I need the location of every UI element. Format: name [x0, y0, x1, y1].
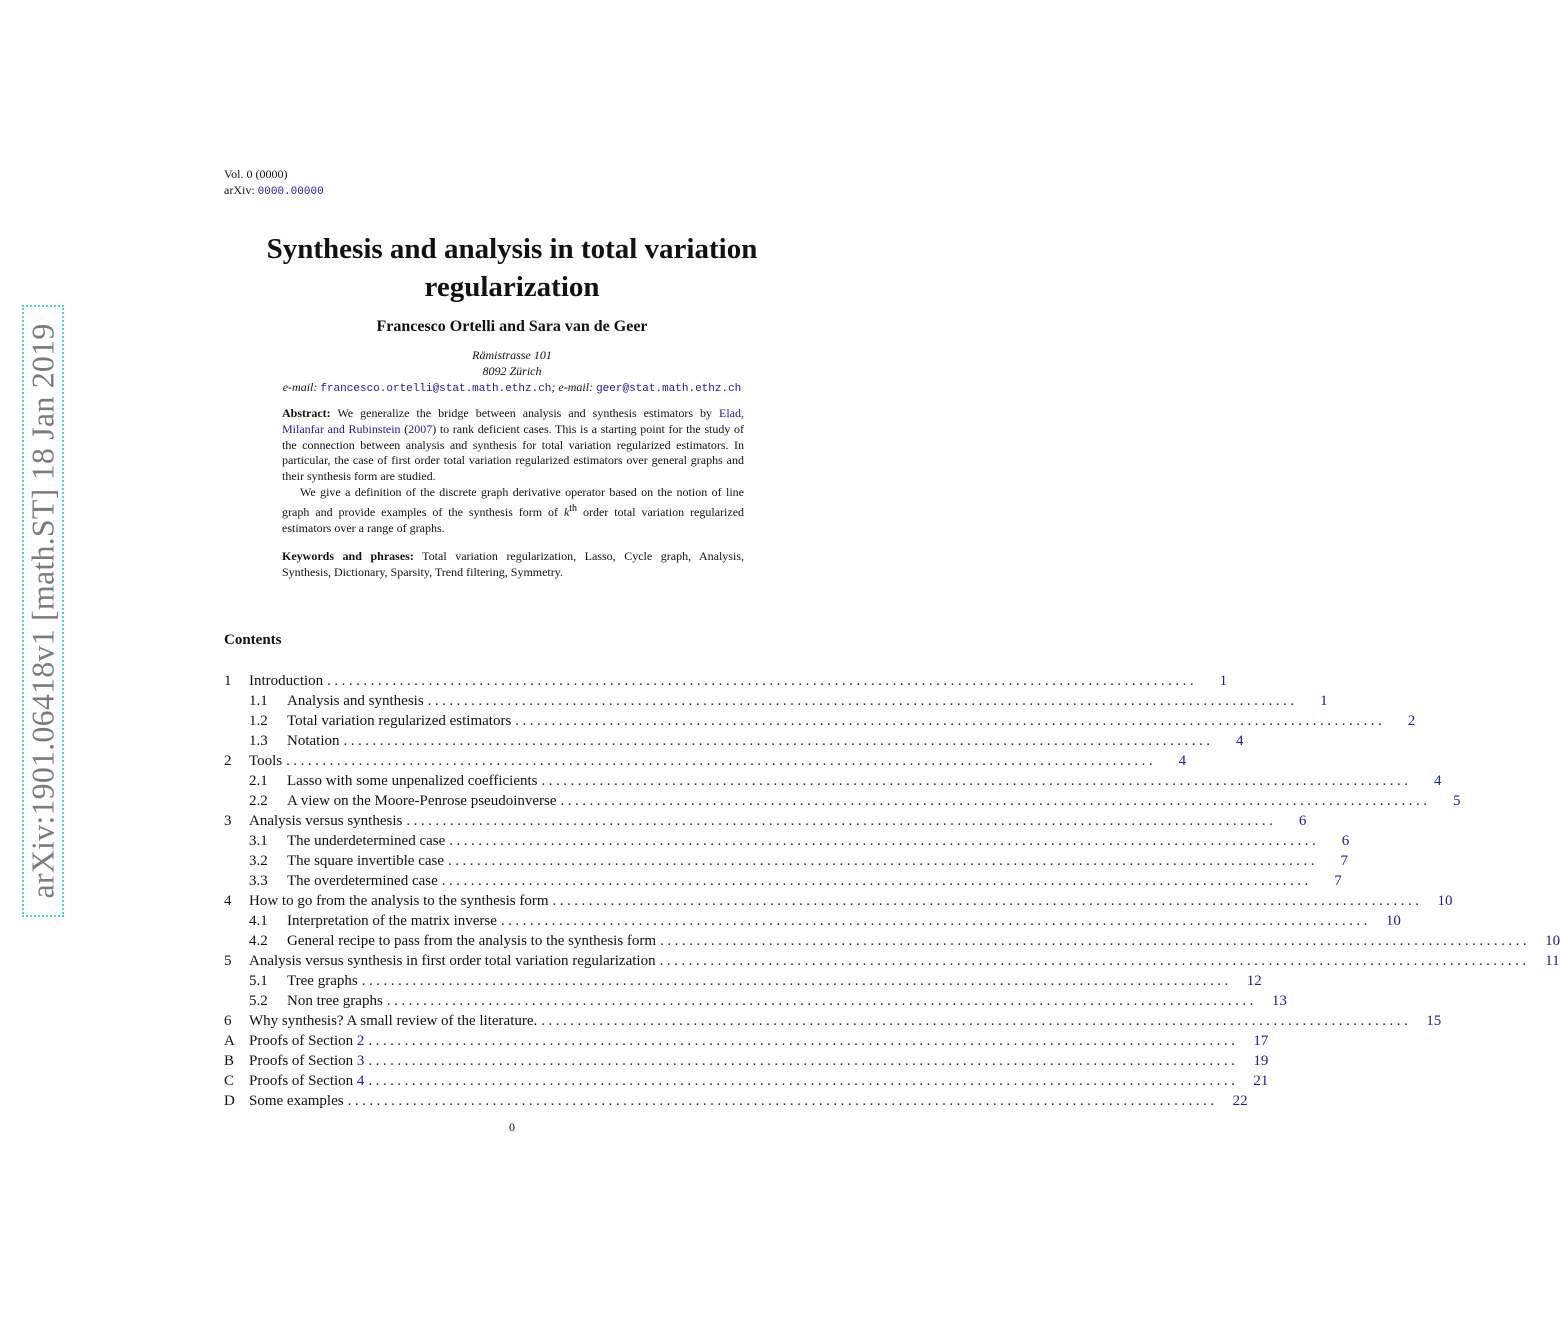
toc-page-link[interactable]: 1	[1219, 673, 1228, 689]
toc-leader-dots: ........................................................................................................................	[368, 1073, 1239, 1089]
arxiv-side-stamp	[22, 305, 64, 917]
authors: Francesco Ortelli and Sara van de Geer	[376, 318, 648, 335]
toc-entry-number: 5	[224, 953, 232, 969]
toc-leader-dots: ........................................................................................................................	[327, 673, 1198, 689]
title-line-1: Synthesis and analysis in total variation	[266, 233, 758, 265]
toc-entry[interactable]	[224, 1071, 1269, 1091]
toc-entry-title-text: Tools	[249, 753, 283, 769]
toc-entry-title-text: Total variation regularized estimators	[287, 713, 512, 729]
title-line-2: regularization	[424, 271, 600, 303]
toc-entry-number: 3.1	[249, 833, 268, 849]
abstract	[282, 406, 744, 581]
toc-page-link[interactable]: 1	[1320, 693, 1328, 709]
toc-leader-dots: ........................................................................................................................	[560, 793, 1431, 809]
toc-entry[interactable]	[224, 871, 1342, 891]
toc-entry-title-text: Proofs of Section	[249, 1033, 354, 1049]
toc-entry-title[interactable]	[287, 971, 358, 991]
toc-entry-title[interactable]	[249, 1031, 364, 1051]
toc-entry[interactable]	[224, 711, 1416, 731]
toc-entry-title-text: Why synthesis? A small review of the literature.	[249, 1013, 538, 1029]
toc-page-link[interactable]: 6	[1298, 813, 1307, 829]
toc-entry-title[interactable]	[249, 1051, 364, 1071]
toc-entry-number: B	[224, 1053, 235, 1069]
page-number: 0	[509, 1120, 515, 1134]
toc-entry-number: A	[224, 1033, 235, 1049]
email-separator: ;	[551, 380, 556, 394]
toc-entry-title[interactable]	[249, 1091, 344, 1111]
toc-page-link[interactable]: 19	[1253, 1053, 1269, 1069]
toc-page-link[interactable]: 22	[1232, 1093, 1248, 1109]
toc-leader-dots: ........................................................................................................................	[368, 1053, 1239, 1069]
contents-heading: Contents	[224, 632, 282, 648]
toc-page-link[interactable]: 4	[1178, 753, 1187, 769]
toc-page-link[interactable]: 7	[1340, 853, 1349, 869]
toc-entry-title[interactable]	[249, 751, 282, 771]
toc-entry[interactable]	[224, 811, 1307, 831]
toc-entry-title[interactable]	[287, 711, 511, 731]
toc-entry[interactable]	[224, 891, 1453, 911]
toc-entry-title[interactable]	[249, 951, 656, 971]
toc-entry-title-text: A view on the Moore-Penrose pseudoinverse	[287, 793, 557, 809]
toc-page-link[interactable]: 15	[1426, 1013, 1442, 1029]
abstract-k: k	[563, 504, 570, 519]
toc-entry[interactable]	[224, 851, 1349, 871]
toc-entry[interactable]	[224, 771, 1442, 791]
toc-entry-number: 2.1	[249, 773, 268, 789]
toc-entry-title-text: Introduction	[249, 673, 324, 689]
toc-leader-dots: ........................................................................................................................	[347, 1093, 1218, 1109]
toc-leader-dots: ........................................................................................................................	[552, 893, 1423, 909]
toc-leader-dots: ........................................................................................................................	[541, 773, 1412, 789]
toc-entry-number: 1	[224, 673, 232, 689]
journal-arxiv-line	[224, 182, 324, 200]
journal-info	[224, 166, 324, 200]
toc-entry-title-text: Analysis versus synthesis in first order total variation regularization	[249, 953, 656, 969]
toc-entry-title[interactable]	[287, 871, 438, 891]
abstract-p1-pre: We generalize the bridge between analysis and synthesis estimators by	[337, 406, 712, 420]
toc-entry-title-text: Tree graphs	[287, 973, 358, 989]
affiliation	[200, 347, 824, 397]
toc-leader-dots: ........................................................................................................................	[515, 713, 1386, 729]
toc-entry[interactable]	[224, 731, 1244, 751]
abstract-paragraph-2	[282, 485, 744, 536]
toc-entry-title-text: Some examples	[249, 1093, 344, 1109]
paper-title	[200, 230, 824, 306]
toc-entry-number: 5.2	[249, 993, 268, 1009]
toc-entry-title-text: Analysis and synthesis	[287, 693, 424, 709]
abstract-paragraph-1	[282, 406, 744, 485]
abstract-p2-post: order total variation regularized estimators over a range of graphs.	[282, 504, 745, 535]
toc-entry-title[interactable]	[287, 851, 444, 871]
toc-page-link[interactable]: 4	[1236, 733, 1244, 749]
toc-page-link[interactable]: 7	[1334, 873, 1342, 889]
toc-leader-dots: ........................................................................................................................	[406, 813, 1277, 829]
toc-entry[interactable]	[224, 691, 1328, 711]
toc-entry-title-text: How to go from the analysis to the synthesis form	[249, 893, 549, 909]
toc-leader-dots: ........................................................................................................................	[427, 693, 1298, 709]
toc-page-link[interactable]: 4	[1433, 773, 1442, 789]
toc-page-link[interactable]: 13	[1271, 993, 1287, 1009]
toc-entry-number: 5.1	[249, 973, 268, 989]
toc-leader-dots: ........................................................................................................................	[286, 753, 1157, 769]
citation-year-link[interactable]: 2007	[408, 421, 433, 436]
arxiv-id-link[interactable]: 0000.00000	[257, 186, 324, 198]
journal-volume: Vol. 0 (0000)	[224, 167, 288, 181]
toc-section-ref-link[interactable]: 4	[356, 1073, 365, 1089]
toc-entry-title-text: Non tree graphs	[287, 993, 383, 1009]
keywords	[282, 549, 744, 581]
toc-entry[interactable]	[224, 911, 1401, 931]
keywords-label: Keywords and phrases:	[282, 549, 414, 564]
toc-entry-title-text: Proofs of Section	[249, 1073, 354, 1089]
toc-leader-dots: ........................................................................................................................	[500, 913, 1371, 929]
toc-entry-title-text: The square invertible case	[287, 853, 445, 869]
toc-entry[interactable]	[224, 751, 1187, 771]
email-label-2: e-mail:	[558, 380, 594, 394]
toc-entry-title-text: Notation	[287, 733, 340, 749]
toc-entry-title-text: The overdetermined case	[287, 873, 438, 889]
keywords-text: Total variation regularization, Lasso, Cycle graph, Analysis, Synthesis, Dictionary, Sparsity, Trend filtering, Symmetry.	[282, 549, 744, 580]
affiliation-street: Rämistrasse 101	[472, 348, 552, 362]
toc-entry[interactable]	[224, 991, 1287, 1011]
toc-leader-dots: ........................................................................................................................	[449, 833, 1320, 849]
toc-page-link[interactable]: 6	[1341, 833, 1350, 849]
toc-page-link[interactable]: 21	[1253, 1073, 1269, 1089]
affiliation-city: 8092 Zürich	[482, 364, 542, 378]
toc-entry-number: 6	[224, 1013, 232, 1029]
toc-leader-dots: ........................................................................................................................	[541, 1013, 1412, 1029]
toc-entry-title[interactable]	[249, 1071, 364, 1091]
toc-leader-dots: ........................................................................................................................	[361, 973, 1232, 989]
toc-entry-title[interactable]	[287, 731, 340, 751]
toc-entry-title[interactable]	[287, 831, 445, 851]
email-link-geer[interactable]: geer@stat.math.ethz.ch	[596, 383, 742, 395]
toc-entry-number: 1.3	[249, 733, 268, 749]
toc-entry[interactable]	[224, 671, 1228, 691]
toc-entry-number: 3.2	[249, 853, 268, 869]
toc-entry-title[interactable]	[287, 791, 557, 811]
abstract-p1-post: to rank deficient cases. This is a starting point for the study of the connection between analysis and synthesis for total variation regularized estimators. In particular, the case of first order total variation regularized estimators over general graphs and their synthesis form are studied.	[282, 421, 745, 484]
toc-entry[interactable]	[224, 971, 1262, 991]
toc-leader-dots: ........................................................................................................................	[368, 1033, 1239, 1049]
toc-entry-title[interactable]	[287, 771, 537, 791]
toc-entry[interactable]	[224, 931, 1560, 951]
toc-entry[interactable]	[224, 1091, 1248, 1111]
toc-page-link[interactable]: 10	[1545, 933, 1560, 949]
toc-entry-title[interactable]	[287, 691, 424, 711]
toc-section-ref-link[interactable]: 3	[356, 1053, 365, 1069]
toc-page-link[interactable]: 17	[1253, 1033, 1269, 1049]
citation-open: (	[404, 421, 409, 436]
toc-entry-title-text: Analysis versus synthesis	[249, 813, 403, 829]
toc-page-link[interactable]: 2	[1407, 713, 1416, 729]
toc-page-link[interactable]: 10	[1385, 913, 1401, 929]
toc-entry-number: 1.2	[249, 713, 268, 729]
abstract-th: th	[569, 502, 578, 514]
toc-entry-number: 4	[224, 893, 232, 909]
toc-entry-title[interactable]	[287, 911, 497, 931]
toc-entry[interactable]	[224, 1051, 1269, 1071]
toc-entry-title[interactable]	[249, 1011, 537, 1031]
toc-entry-number: 4.1	[249, 913, 268, 929]
toc-entry-number: D	[224, 1093, 235, 1109]
toc-page-link[interactable]: 10	[1437, 893, 1453, 909]
toc-entry-number: 3	[224, 813, 232, 829]
toc-page-link[interactable]: 11	[1545, 953, 1560, 969]
email-line	[200, 379, 824, 397]
toc-leader-dots: ........................................................................................................................	[659, 953, 1530, 969]
toc-page-link[interactable]: 5	[1453, 793, 1461, 809]
toc-entry-title-text: General recipe to pass from the analysis to the synthesis form	[287, 933, 657, 949]
toc-entry-title[interactable]	[249, 891, 549, 911]
toc-leader-dots: ........................................................................................................................	[343, 733, 1214, 749]
toc-entry-number: 1.1	[249, 693, 268, 709]
email-label-1: e-mail:	[282, 380, 318, 394]
toc-entry-title[interactable]	[287, 931, 656, 951]
toc-entry-number: 2	[224, 753, 232, 769]
toc-entry[interactable]	[224, 831, 1350, 851]
arxiv-stamp-text: arXiv:1901.06418v1 [math.ST] 18 Jan 2019	[24, 323, 61, 899]
toc-entry-title[interactable]	[287, 991, 383, 1011]
toc-entry[interactable]	[224, 951, 1560, 971]
toc-leader-dots: ........................................................................................................................	[441, 873, 1312, 889]
toc-leader-dots: ........................................................................................................................	[386, 993, 1257, 1009]
toc-entry-number: 4.2	[249, 933, 268, 949]
toc-section-ref-link[interactable]: 2	[356, 1033, 365, 1049]
toc-entry-title-text: Interpretation of the matrix inverse	[287, 913, 497, 929]
toc-entry-title[interactable]	[249, 811, 402, 831]
citation-close: )	[432, 421, 437, 436]
toc-entry[interactable]	[224, 1011, 1442, 1031]
toc-entry-number: 2.2	[249, 793, 268, 809]
toc-page-link[interactable]: 12	[1246, 973, 1262, 989]
toc-leader-dots: ........................................................................................................................	[660, 933, 1531, 949]
toc-entry-title[interactable]	[249, 671, 323, 691]
toc-entry-title-text: The underdetermined case	[287, 833, 446, 849]
email-link-ortelli[interactable]: francesco.ortelli@stat.math.ethz.ch	[320, 383, 552, 395]
toc-entry-number: C	[224, 1073, 235, 1089]
toc-leader-dots: ........................................................................................................................	[448, 853, 1319, 869]
toc-entry[interactable]	[224, 791, 1461, 811]
toc-entry[interactable]	[224, 1031, 1269, 1051]
table-of-contents	[224, 671, 1560, 1111]
citation-authors-link[interactable]: Elad, Milanfar and Rubinstein	[282, 406, 744, 436]
toc-entry-title-text: Proofs of Section	[249, 1053, 354, 1069]
toc-entry-number: 3.3	[249, 873, 268, 889]
toc-entry-title-text: Lasso with some unpenalized coefficients	[287, 773, 538, 789]
abstract-label: Abstract:	[282, 406, 331, 420]
arxiv-label: arXiv:	[224, 183, 255, 197]
abstract-p2-pre: We give a definition of the discrete graph derivative operator based on the notion of line graph and provide examples of the synthesis form of	[282, 484, 744, 519]
